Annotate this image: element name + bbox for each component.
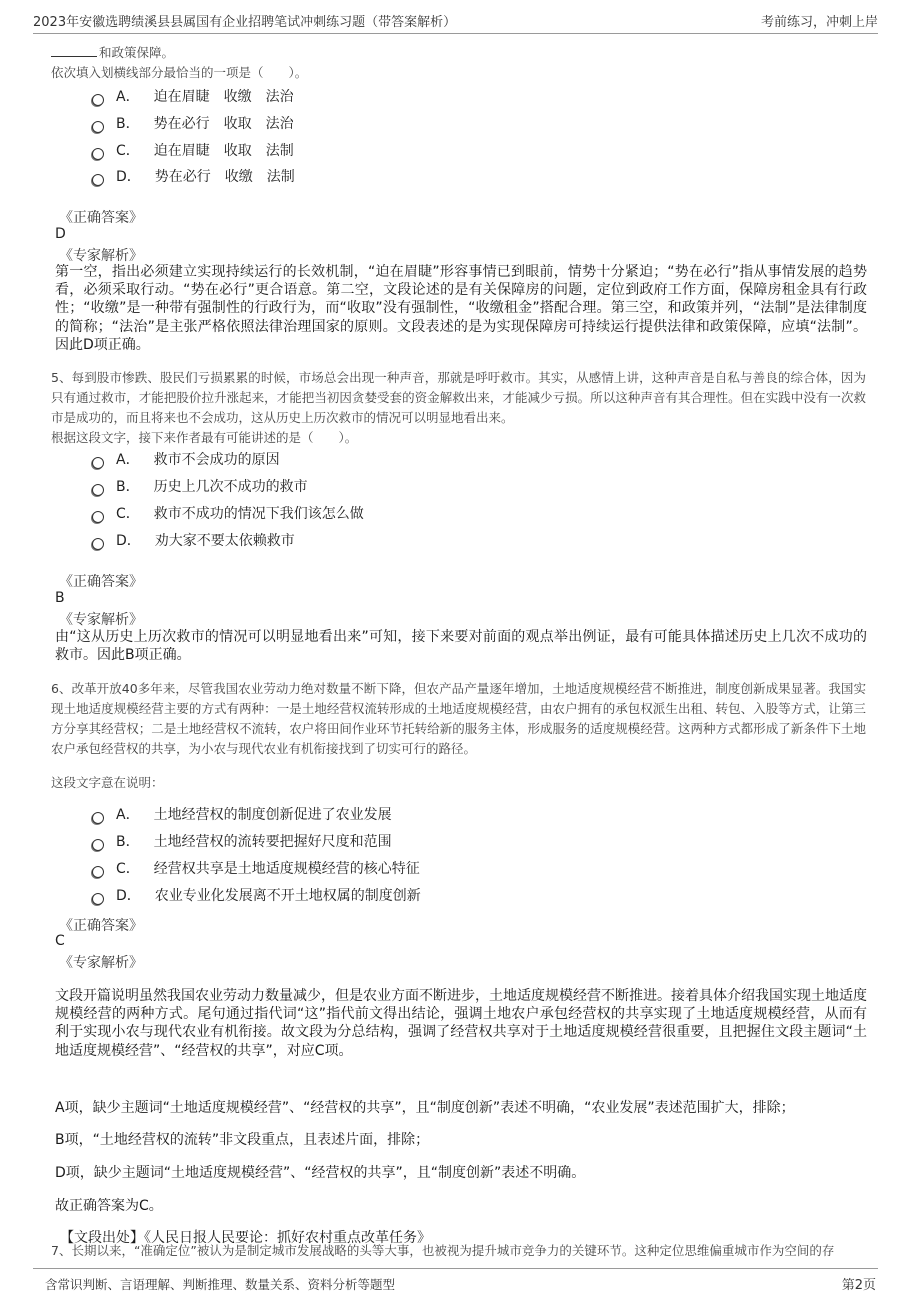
footer-divider	[33, 1268, 878, 1269]
option-text: 经营权共享是土地适度规模经营的核心特征	[153, 861, 420, 877]
option-text: 迫在眉睫 收取 法制	[153, 143, 294, 159]
q4-option-d[interactable]	[92, 166, 295, 186]
q6-option-d[interactable]	[92, 885, 421, 905]
radio-icon[interactable]	[92, 121, 104, 133]
option-letter: A．	[116, 452, 140, 468]
q6-answer: C	[55, 933, 65, 949]
q6-analysis-label: 《专家解析》	[59, 955, 143, 971]
q6-analysis-option-d: D项，缺少主题词“土地适度规模经营”、“经营权的共享”，且“制度创新”表述不明确。	[55, 1165, 586, 1181]
q5-analysis: 由“这从历史上历次救市的情况可以明显地看出来”可知，接下来要对前面的观点举出例证，最有可能具体描述历史上几次不成功的救市。因此B项正确。	[55, 629, 867, 664]
q4-prompt: 依次填入划横线部分最恰当的一项是（ ）。	[51, 65, 308, 80]
header-slogan: 考前练习，冲刺上岸	[760, 15, 878, 30]
page-footer	[0, 1262, 920, 1302]
option-text: 劝大家不要太依赖救市	[154, 533, 295, 549]
radio-icon[interactable]	[92, 484, 104, 496]
radio-icon[interactable]	[92, 457, 104, 469]
q4-analysis-label: 《专家解析》	[59, 248, 143, 264]
radio-icon[interactable]	[92, 174, 104, 186]
q4-tail-line	[51, 43, 174, 62]
page-number: 第2页	[841, 1278, 876, 1293]
q6-prompt: 这段文字意在说明：	[51, 775, 164, 790]
q4-answer-label: 《正确答案》	[59, 210, 143, 226]
q5-prompt: 根据这段文字，接下来作者最有可能讲述的是（ ）。	[51, 430, 358, 445]
option-letter: B．	[116, 479, 140, 495]
radio-icon[interactable]	[92, 94, 104, 106]
document-title: 2023年安徽选聘绩溪县县属国有企业招聘笔试冲刺练习题（带答案解析）	[33, 15, 457, 30]
header-divider	[33, 33, 878, 34]
option-letter: D．	[116, 888, 141, 904]
q6-question: 6、改革开放40多年来，尽管我国农业劳动力绝对数量不断下降，但农产品产量逐年增加，土地适度规模经营不断推进，制度创新成果显著。我国实现土地适度规模经营主要的方式有两种：一是土地经营权流转形成的土地适度规模经营，由农户拥有的承包权派生出租、转包、入股等方式，让第三方分享其经营权；二是土地经营权不流转，农户将田间作业环节托转给新的服务主体，形成服务的适度规模经营。这两种方式都形成了新条件下土地农户承包经营权的共享，为小农与现代农业有机衔接找到了切实可行的路径。	[51, 681, 866, 756]
option-text: 土地经营权的流转要把握好尺度和范围	[153, 834, 392, 850]
radio-icon[interactable]	[92, 812, 104, 824]
footer-note: 含常识判断、言语理解、判断推理、数量关系、资料分析等题型	[45, 1277, 396, 1292]
page-header	[0, 0, 920, 34]
q5-answer: B	[55, 590, 65, 606]
option-text: 救市不成功的情况下我们该怎么做	[153, 506, 364, 522]
q4-option-a[interactable]	[92, 86, 294, 106]
option-text: 迫在眉睫 收缴 法治	[153, 89, 294, 105]
option-letter: A．	[116, 89, 140, 105]
radio-icon[interactable]	[92, 866, 104, 878]
q6-conclusion: 故正确答案为C。	[55, 1198, 163, 1214]
q5-option-d[interactable]	[92, 530, 295, 550]
q6-analysis-main: 文段开篇说明虽然我国农业劳动力数量减少，但是农业方面不断进步，土地适度规模经营不断推进。接着具体介绍我国实现土地适度规模经营的两种方式。尾句通过指代词“这”指代前文得出结论，强调土地农户承包经营权的共享实现了土地适度规模经营，从而有利于实现小农与现代农业有机衔接。故文段为分总结构，强调了经营权共享对于土地适度规模经营很重要，且把握住文段主题词“土地适度规模经营”、“经营权的共享”，对应C项。	[55, 988, 867, 1059]
option-letter: B．	[116, 116, 140, 132]
option-letter: D．	[116, 169, 141, 185]
option-letter: D．	[116, 533, 141, 549]
option-text: 农业专业化发展离不开土地权属的制度创新	[154, 888, 421, 904]
q6-option-b[interactable]	[92, 831, 392, 851]
radio-icon[interactable]	[92, 839, 104, 851]
q4-analysis: 第一空，指出必须建立实现持续运行的长效机制，“迫在眉睫”形容事情已到眼前，情势十分紧迫；“势在必行”指从事情发展的趋势看，必须采取行动。“势在必行”更合语意。第二空，文段论述的是有关保障房的问题，定位到政府工作方面，保障房租金具有行政性；“收缴”是一种带有强制性的行政行为，而“收取”没有强制性，“收缴租金”搭配合理。第三空，和政策并列，“法制”是法律制度的简称；“法治”是主张严格依照法律治理国家的原则。文段表述的是为实现保障房可持续运行提供法律和政策保障，应填“法制”。因此D项正确。	[55, 264, 867, 353]
q4-option-b[interactable]	[92, 113, 294, 133]
option-text: 势在必行 收取 法治	[153, 116, 294, 132]
radio-icon[interactable]	[92, 538, 104, 550]
option-letter: B．	[116, 834, 140, 850]
option-text: 救市不会成功的原因	[153, 452, 280, 468]
option-letter: A．	[116, 807, 140, 823]
option-letter: C．	[116, 861, 140, 877]
q5-option-a[interactable]	[92, 449, 280, 469]
q4-tail-text: 和政策保障。	[99, 45, 175, 60]
q5-answer-label: 《正确答案》	[59, 574, 143, 590]
radio-icon[interactable]	[92, 511, 104, 523]
radio-icon[interactable]	[92, 148, 104, 160]
option-letter: C．	[116, 506, 140, 522]
fill-blank	[51, 43, 97, 57]
q6-option-a[interactable]	[92, 804, 392, 824]
q6-answer-label: 《正确答案》	[59, 918, 143, 934]
q6-analysis-option-a: A项，缺少主题词“土地适度规模经营”、“经营权的共享”，且“制度创新”表述不明确，“农业发展”表述范围扩大，排除；	[55, 1100, 795, 1116]
q6-analysis-option-b: B项，“土地经营权的流转”非文段重点，且表述片面，排除；	[55, 1132, 430, 1148]
q7-question: 7、长期以来，“准确定位”被认为是制定城市发展战略的头等大事，也被视为提升城市竞争力的关键环节。这种定位思维偏重城市作为空间的存	[51, 1243, 835, 1258]
option-text: 历史上几次不成功的救市	[153, 479, 308, 495]
q6-option-c[interactable]	[92, 858, 420, 878]
option-text: 土地经营权的制度创新促进了农业发展	[153, 807, 392, 823]
q4-option-c[interactable]	[92, 140, 294, 160]
q5-option-b[interactable]	[92, 476, 308, 496]
q6-source: 【文段出处】《人民日报人民要论：抓好农村重点改革任务》	[60, 1230, 431, 1246]
radio-icon[interactable]	[92, 893, 104, 905]
q5-option-c[interactable]	[92, 503, 364, 523]
option-text: 势在必行 收缴 法制	[154, 169, 295, 185]
q5-analysis-label: 《专家解析》	[59, 612, 143, 628]
q4-answer: D	[55, 226, 66, 242]
option-letter: C．	[116, 143, 140, 159]
q5-question: 5、每到股市惨跌、股民们亏损累累的时候，市场总会出现一种声音，那就是呼吁救市。其实，从感情上讲，这种声音是自私与善良的综合体，因为只有通过救市，才能把股价拉升涨起来，才能把当初因贪婪受套的资金解救出来，才能减少亏损。所以这种声音有其合理性。但在实践中没有一次救市是成功的，而且将来也不会成功，这从历史上历次救市的情况可以明显地看出来。	[51, 370, 866, 425]
